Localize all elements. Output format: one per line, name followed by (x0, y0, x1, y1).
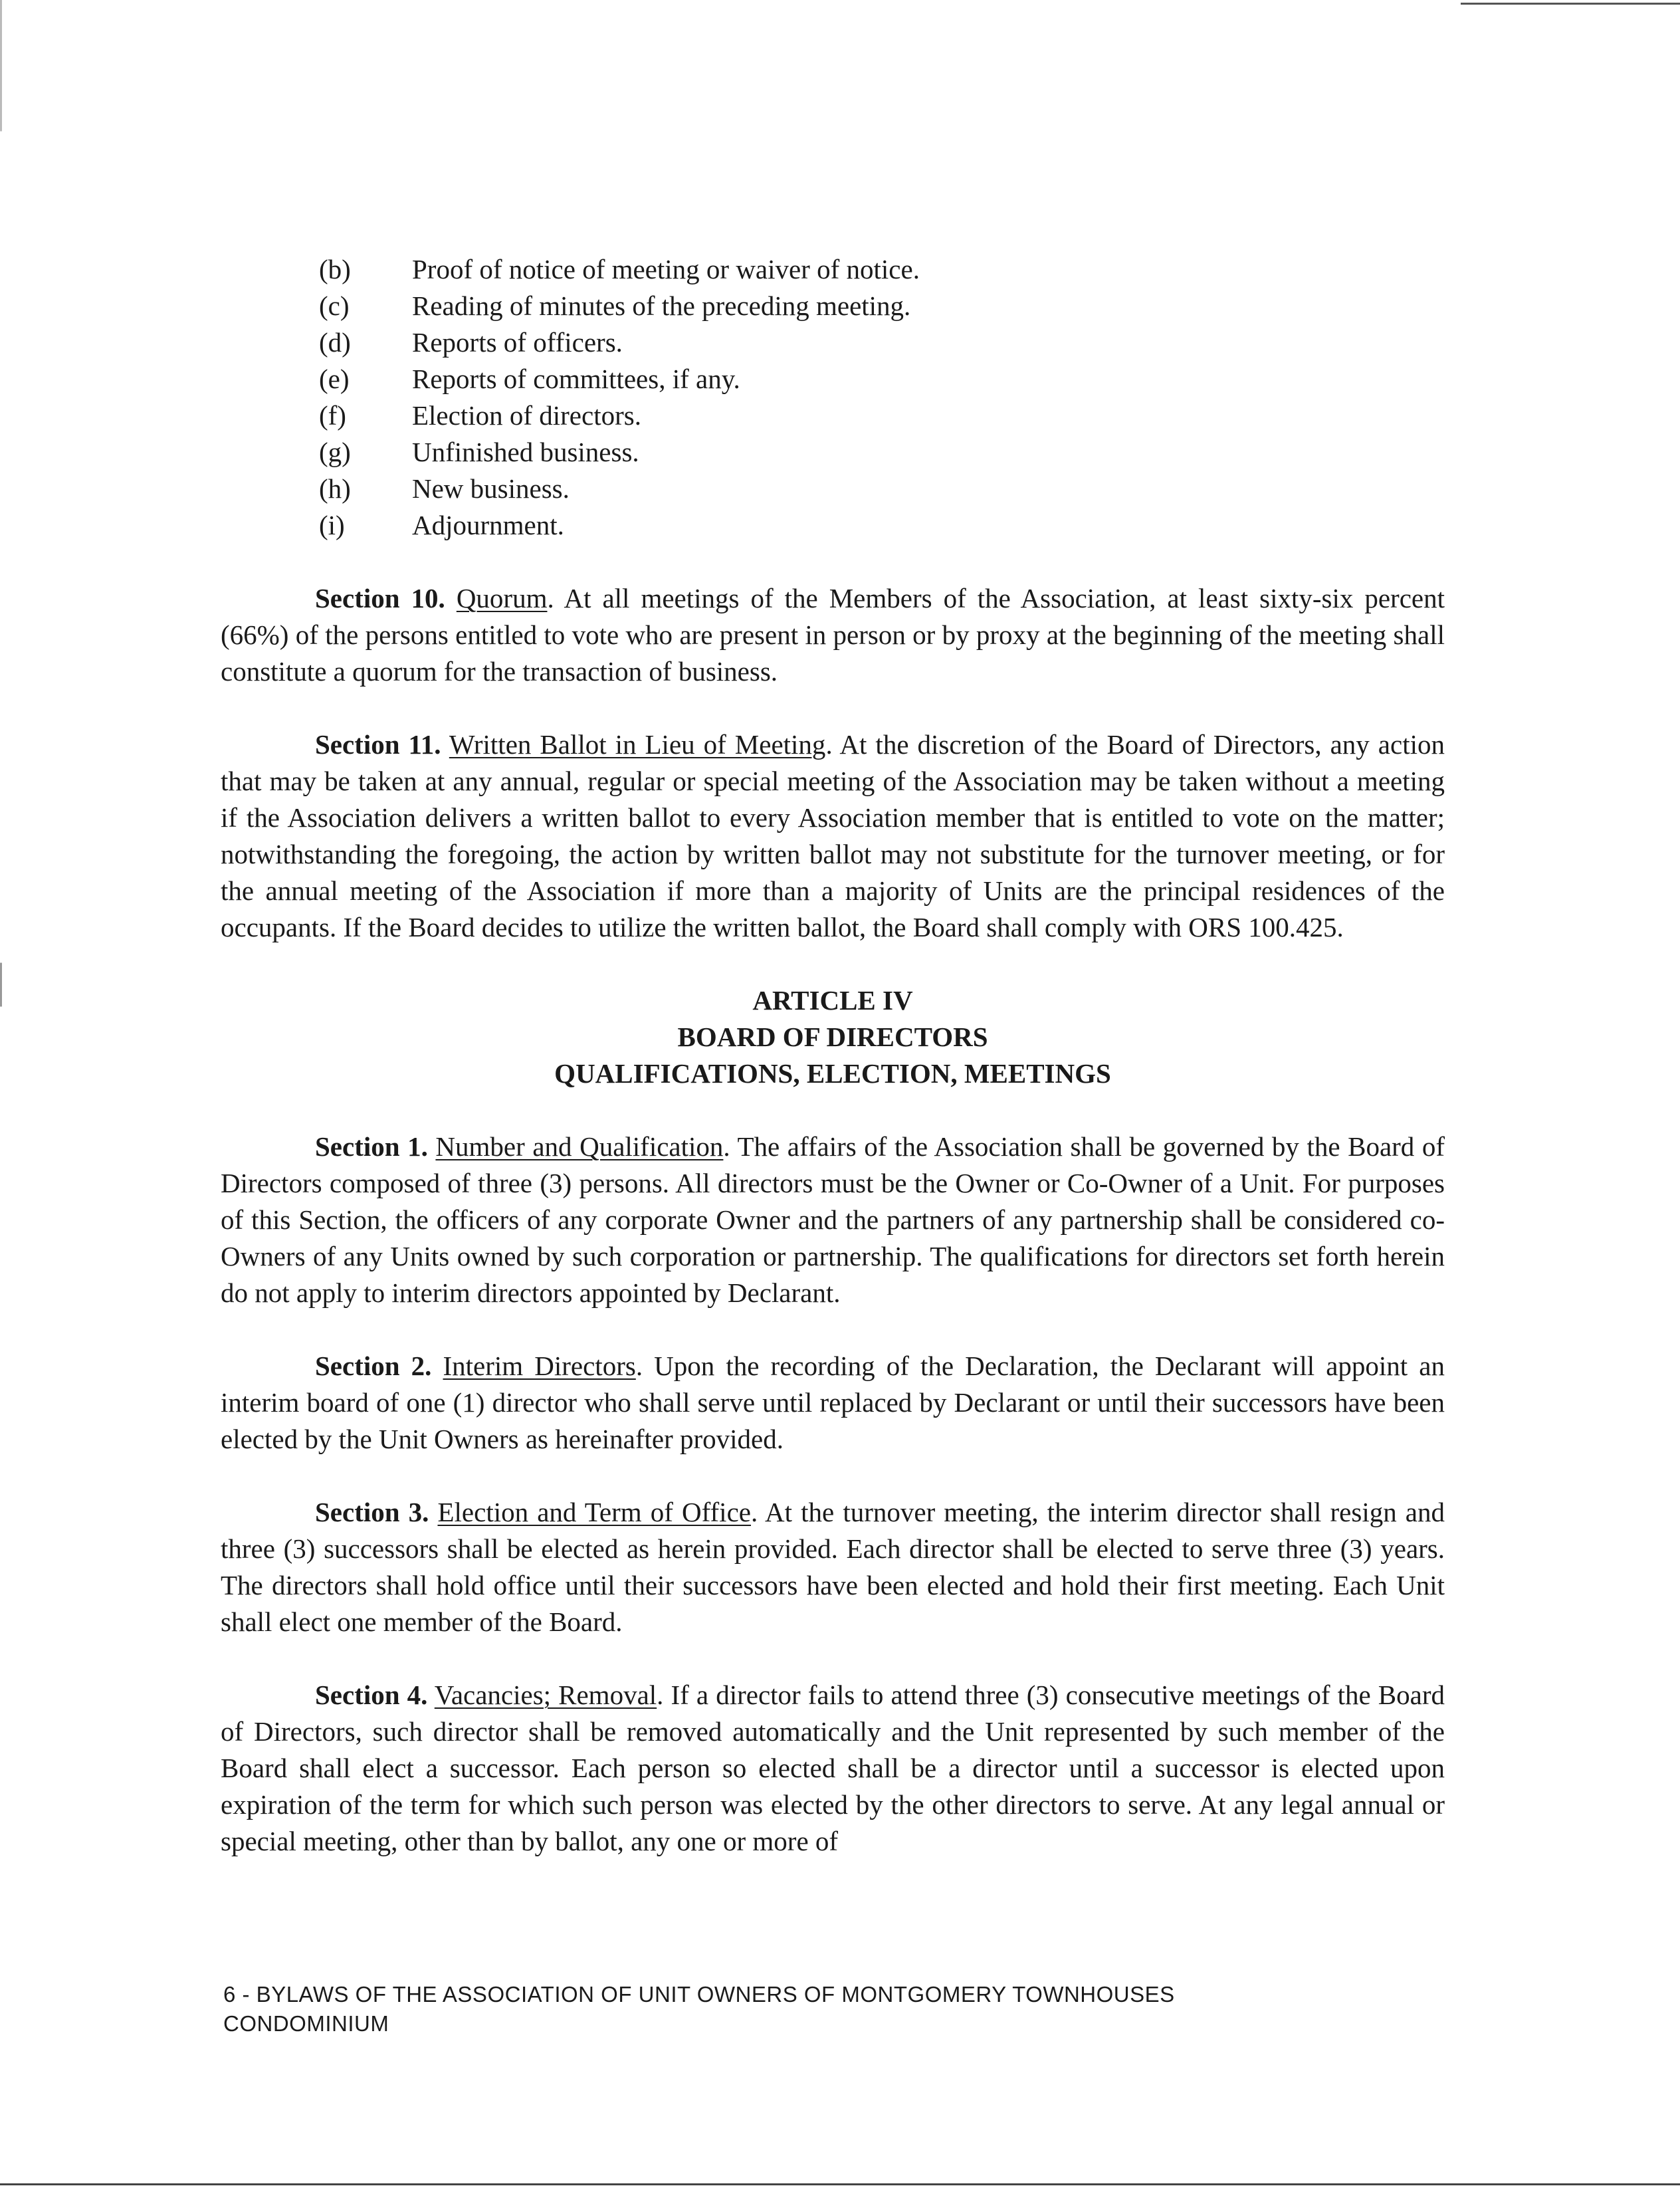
section-paragraph (221, 1494, 1445, 1640)
list-marker: (g) (319, 437, 351, 467)
scan-edge-left (0, 0, 2, 2188)
list-item (319, 288, 1445, 324)
list-marker: (c) (319, 290, 350, 321)
section-number: Section 2. (315, 1351, 432, 1381)
section-body: . At all meetings of the Members of the Association, at least sixty-six percent (66%) of the persons entitled to vote who are present in person or by proxy at the beginning of the meeting shall constitute a quorum for the transaction of business. (221, 583, 1445, 687)
list-text: Election of directors. (412, 400, 641, 431)
list-marker: (d) (319, 327, 351, 358)
section-body: . The affairs of the Association shall be governed by the Board of Directors composed of three (3) persons. All directors must be the Owner or Co-Owner of a Unit. For purposes of this Section, the officers of any corporate Owner and the partners of any partnership shall be considered co-Owners of any Units owned by such corporation or partnership. The qualifications for directors set forth herein do not apply to interim directors appointed by Declarant. (221, 1131, 1445, 1308)
list-item (319, 471, 1445, 507)
section-paragraph (221, 1348, 1445, 1458)
section-paragraph (221, 1677, 1445, 1860)
section-title: Election and Term of Office (437, 1497, 751, 1527)
scan-line-top (1461, 0, 1680, 5)
section-number: Section 11. (315, 729, 441, 760)
section-title: Interim Directors (443, 1351, 636, 1381)
section-number: Section 1. (315, 1131, 428, 1162)
section-title: Quorum (456, 583, 548, 613)
list-text: New business. (412, 473, 570, 504)
section-number: Section 4. (315, 1680, 428, 1710)
section-number: Section 3. (315, 1497, 429, 1527)
list-text: Proof of notice of meeting or waiver of notice. (412, 254, 920, 284)
list-item (319, 251, 1445, 288)
section-title: Vacancies; Removal (434, 1680, 657, 1710)
section-paragraph (221, 1129, 1445, 1311)
list-text: Unfinished business. (412, 437, 639, 467)
section-title: Written Ballot in Lieu of Meeting (449, 729, 826, 760)
document-body (221, 251, 1445, 1860)
list-text: Reading of minutes of the preceding meeting. (412, 290, 911, 321)
page-footer (223, 1980, 1353, 2038)
article-number: ARTICLE IV (752, 985, 913, 1016)
section-title: Number and Qualification (435, 1131, 724, 1162)
agenda-list (221, 251, 1445, 544)
section-number: Section 10. (315, 583, 445, 613)
section-body: . At the discretion of the Board of Directors, any action that may be taken at any annual, regular or special meeting of the Association may be taken without a meeting if the Association delivers a written ballot to every Association member that is entitled to vote on the matter; notwithstanding the foregoing, the action by written ballot may not substitute for the turnover meeting, or for the annual meeting of the Association if more than a majority of Units are the principal residences of the occupants. If the Board decides to utilize the written ballot, the Board shall comply with ORS 100.425. (221, 729, 1445, 942)
footer-line: 6 - BYLAWS OF THE ASSOCIATION OF UNIT OWNERS OF MONTGOMERY TOWNHOUSES (223, 1982, 1175, 2007)
list-marker: (i) (319, 510, 345, 540)
footer-line: CONDOMINIUM (223, 2011, 389, 2036)
list-item (319, 397, 1445, 434)
list-marker: (h) (319, 473, 351, 504)
list-item (319, 434, 1445, 471)
list-item (319, 507, 1445, 544)
article-subtitle: QUALIFICATIONS, ELECTION, MEETINGS (554, 1058, 1111, 1089)
list-marker: (b) (319, 254, 351, 284)
section-body: . Upon the recording of the Declaration, the Declarant will appoint an interim board of one (1) director who shall serve until replaced by Declarant or until their successors have been elected by the Unit Owners as hereinafter provided. (221, 1351, 1445, 1454)
section-body: . At the turnover meeting, the interim director shall resign and three (3) successors shall be elected as herein provided. Each director shall be elected to serve three (3) years. The directors shall hold office until their successors have been elected and hold their first meeting. Each Unit shall elect one member of the Board. (221, 1497, 1445, 1637)
list-text: Adjournment. (412, 510, 564, 540)
list-marker: (f) (319, 400, 346, 431)
list-text: Reports of officers. (412, 327, 623, 358)
list-marker: (e) (319, 364, 350, 394)
list-item (319, 324, 1445, 361)
article-title: BOARD OF DIRECTORS (677, 1022, 988, 1052)
section-paragraph (221, 580, 1445, 690)
article-heading (221, 982, 1445, 1092)
section-paragraph (221, 726, 1445, 946)
list-text: Reports of committees, if any. (412, 364, 740, 394)
list-item (319, 361, 1445, 397)
scan-line-bottom (0, 2183, 1680, 2185)
section-body: . If a director fails to attend three (3) consecutive meetings of the Board of Directors, such director shall be removed automatically and the Unit represented by such member of the Board shall elect a successor. Each person so elected shall be a director until a successor is elected upon expiration of the term for which such person was elected by the other directors to serve. At any legal annual or special meeting, other than by ballot, any one or more of (221, 1680, 1445, 1856)
